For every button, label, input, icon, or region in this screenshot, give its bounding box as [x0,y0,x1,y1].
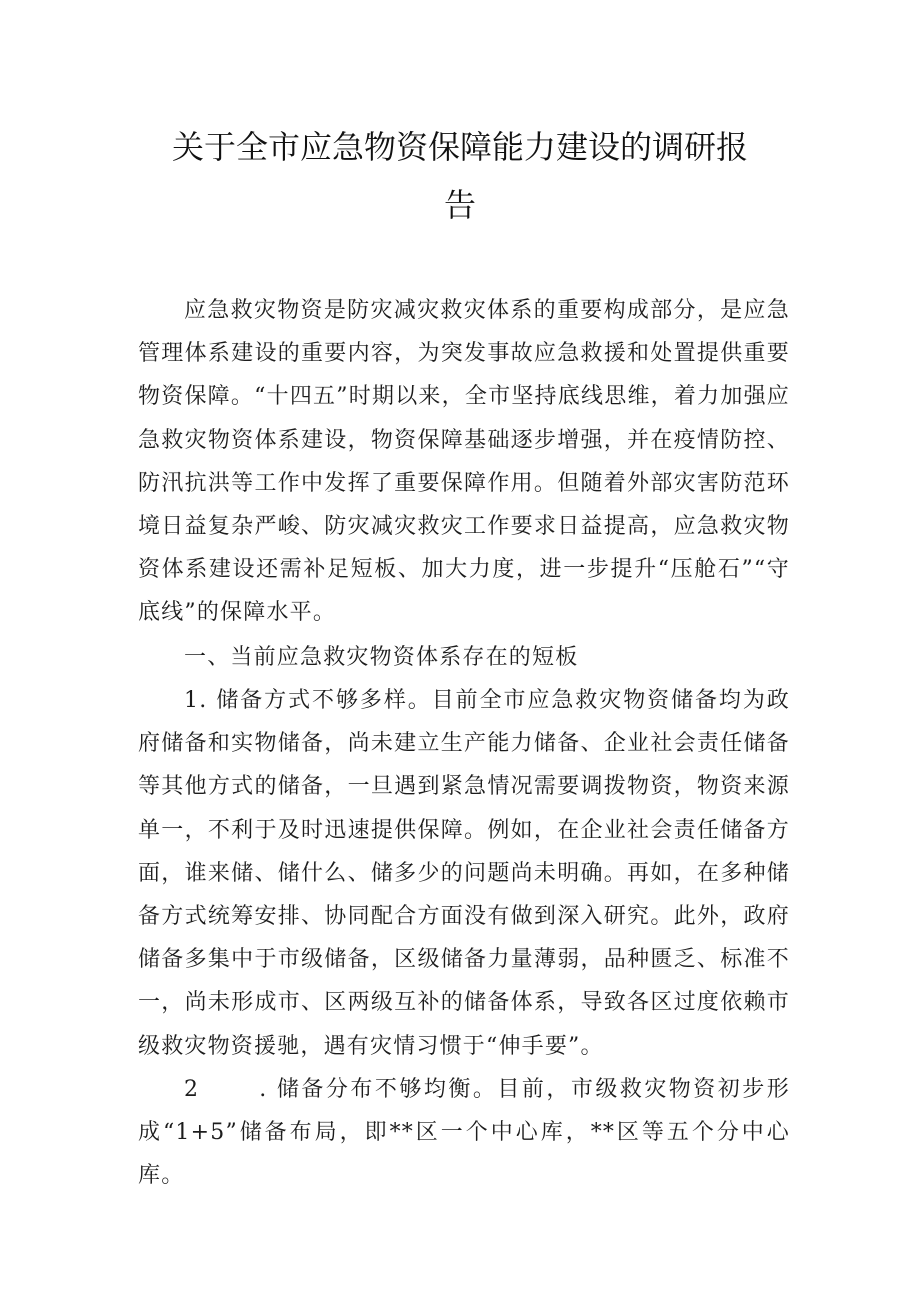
paragraph-point-1: 1. 储备方式不够多样。目前全市应急救灾物资储备均为政府储备和实物储备，尚未建立生产能力储备、企业社会责任储备等其他方式的储备，一旦遇到紧急情况需要调拨物资，物资来源单一，不利于及时迅速提供保障。例如，在企业社会责任储备方面，谁来储、储什么、储多少的问题尚未明确。再如，在多种储备方式统筹安排、协同配合方面没有做到深入研究。此外，政府储备多集中于市级储备，区级储备力量薄弱，品种匮乏、标准不一，尚未形成市、区两级互补的储备体系，导致各区过度依赖市级救灾物资援驰，遇有灾情习惯于“伸手要”。 [138,688,790,1059]
point-2-text: . 储备分布不够均衡。目前，市级救灾物资初步形成“1+5”储备布局，即**区一个中心库，**区等五个分中心库。 [138,1077,790,1189]
paragraph-point-2 [138,1068,790,1198]
intro-paragraph: 应急救灾物资是防灾减灾救灾体系的重要构成部分，是应急管理体系建设的重要内容，为突发事故应急救援和处置提供重要物资保障。“十四五”时期以来，全市坚持底线思维，着力加强应急救灾物资体系建设，物资保障基础逐步增强，并在疫情防控、防汛抗洪等工作中发挥了重要保障作用。但随着外部灾害防范环境日益复杂严峻、防灾减灾救灾工作要求日益提高，应急救灾物资体系建设还需补足短板、加大力度，进一步提升“压舱石”“守底线”的保障水平。 [138,298,790,626]
document-title-line-2: 告 [443,186,476,224]
document-title-line-1: 关于全市应急物资保障能力建设的调研报 [171,128,748,166]
section-heading: 一、当前应急救灾物资体系存在的短板 [184,645,579,670]
point-2-number: 2 [184,1077,200,1102]
